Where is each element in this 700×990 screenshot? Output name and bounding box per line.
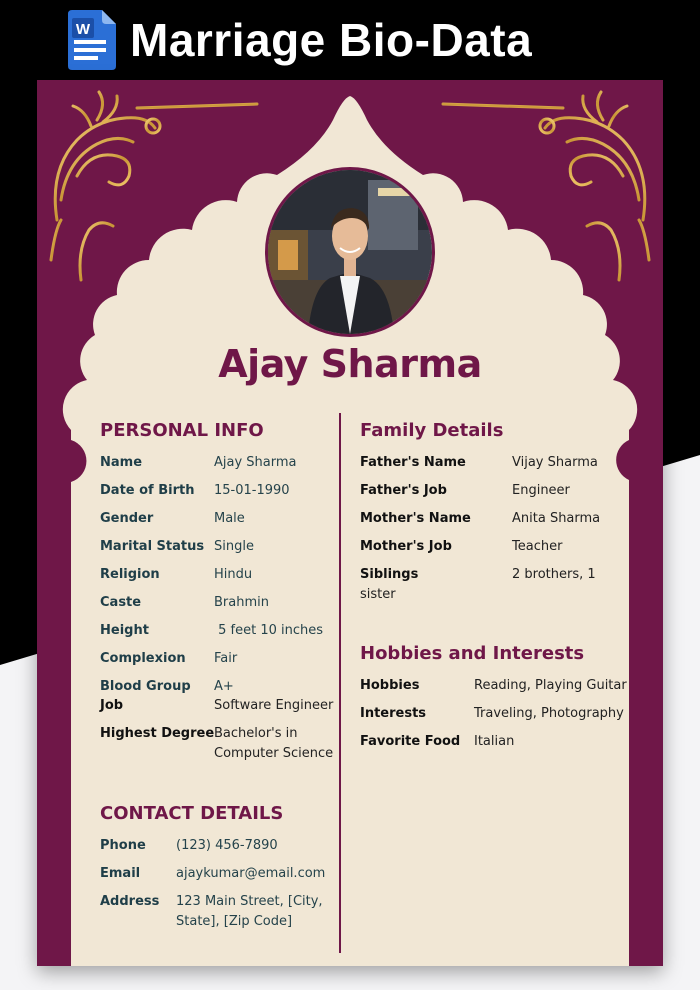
label-favorite-food: Favorite Food bbox=[360, 734, 461, 749]
column-divider bbox=[339, 413, 341, 953]
label-caste: Caste bbox=[100, 595, 142, 610]
label-blood-group: Blood Group bbox=[100, 679, 191, 694]
label-marital-status: Marital Status bbox=[100, 539, 205, 554]
label-highest-degree: Highest Degree bbox=[100, 726, 215, 741]
value-highest-degree-line2: Computer Science bbox=[214, 746, 334, 761]
value-marital-status: Single bbox=[214, 539, 254, 554]
value-religion: Hindu bbox=[214, 567, 253, 582]
value-phone: (123) 456-7890 bbox=[176, 838, 278, 853]
label-phone: Phone bbox=[100, 838, 146, 853]
contact-details-heading: CONTACT DETAILS bbox=[100, 803, 284, 824]
value-address-line1: 123 Main Street, [City, bbox=[176, 894, 323, 909]
header-bar bbox=[0, 0, 700, 80]
page-title: Marriage Bio-Data bbox=[130, 14, 533, 66]
label-complexion: Complexion bbox=[100, 651, 186, 666]
value-address-line2: State], [Zip Code] bbox=[176, 914, 293, 929]
value-email: ajaykumar@email.com bbox=[176, 866, 326, 881]
label-interests: Interests bbox=[360, 706, 427, 721]
label-name: Name bbox=[100, 455, 143, 470]
label-mothers-job: Mother's Job bbox=[360, 539, 452, 554]
label-height: Height bbox=[100, 623, 149, 638]
person-name-title: Ajay Sharma bbox=[218, 342, 482, 386]
value-date-of-birth: 15-01-1990 bbox=[214, 483, 290, 498]
value-interests: Traveling, Photography bbox=[474, 706, 624, 721]
value-height: 5 feet 10 inches bbox=[214, 623, 324, 638]
label-hobbies: Hobbies bbox=[360, 678, 420, 693]
value-highest-degree-line1: Bachelor's in bbox=[214, 726, 298, 741]
word-icon-letter: W bbox=[75, 21, 91, 38]
value-complexion: Fair bbox=[214, 651, 238, 666]
value-favorite-food: Italian bbox=[474, 734, 515, 749]
value-fathers-job: Engineer bbox=[512, 483, 570, 498]
value-gender: Male bbox=[214, 511, 245, 526]
value-fathers-name: Vijay Sharma bbox=[512, 455, 598, 470]
value-mothers-name: Anita Sharma bbox=[512, 511, 601, 526]
value-hobbies: Reading, Playing Guitar bbox=[474, 678, 627, 693]
label-email: Email bbox=[100, 866, 141, 881]
profile-photo bbox=[265, 167, 435, 337]
label-date-of-birth: Date of Birth bbox=[100, 483, 195, 498]
value-blood-group: A+ bbox=[214, 679, 234, 694]
value-siblings-line1: 2 brothers, 1 bbox=[512, 567, 596, 582]
label-siblings: Siblings bbox=[360, 567, 419, 582]
family-details-heading: Family Details bbox=[360, 420, 504, 441]
label-mothers-name: Mother's Name bbox=[360, 511, 471, 526]
label-religion: Religion bbox=[100, 567, 160, 582]
biodata-document bbox=[37, 80, 663, 966]
hobbies-heading: Hobbies and Interests bbox=[360, 643, 585, 664]
value-mothers-job: Teacher bbox=[512, 539, 563, 554]
label-address: Address bbox=[100, 894, 160, 909]
label-fathers-job: Father's Job bbox=[360, 483, 447, 498]
label-fathers-name: Father's Name bbox=[360, 455, 466, 470]
personal-info-heading: PERSONAL INFO bbox=[100, 420, 264, 441]
word-document-icon bbox=[68, 10, 116, 70]
value-siblings-line2: sister bbox=[360, 587, 396, 602]
value-name: Ajay Sharma bbox=[214, 455, 297, 470]
label-gender: Gender bbox=[100, 511, 154, 526]
label-job: Job bbox=[100, 698, 124, 713]
value-job: Software Engineer bbox=[214, 698, 334, 713]
value-caste: Brahmin bbox=[214, 595, 269, 610]
